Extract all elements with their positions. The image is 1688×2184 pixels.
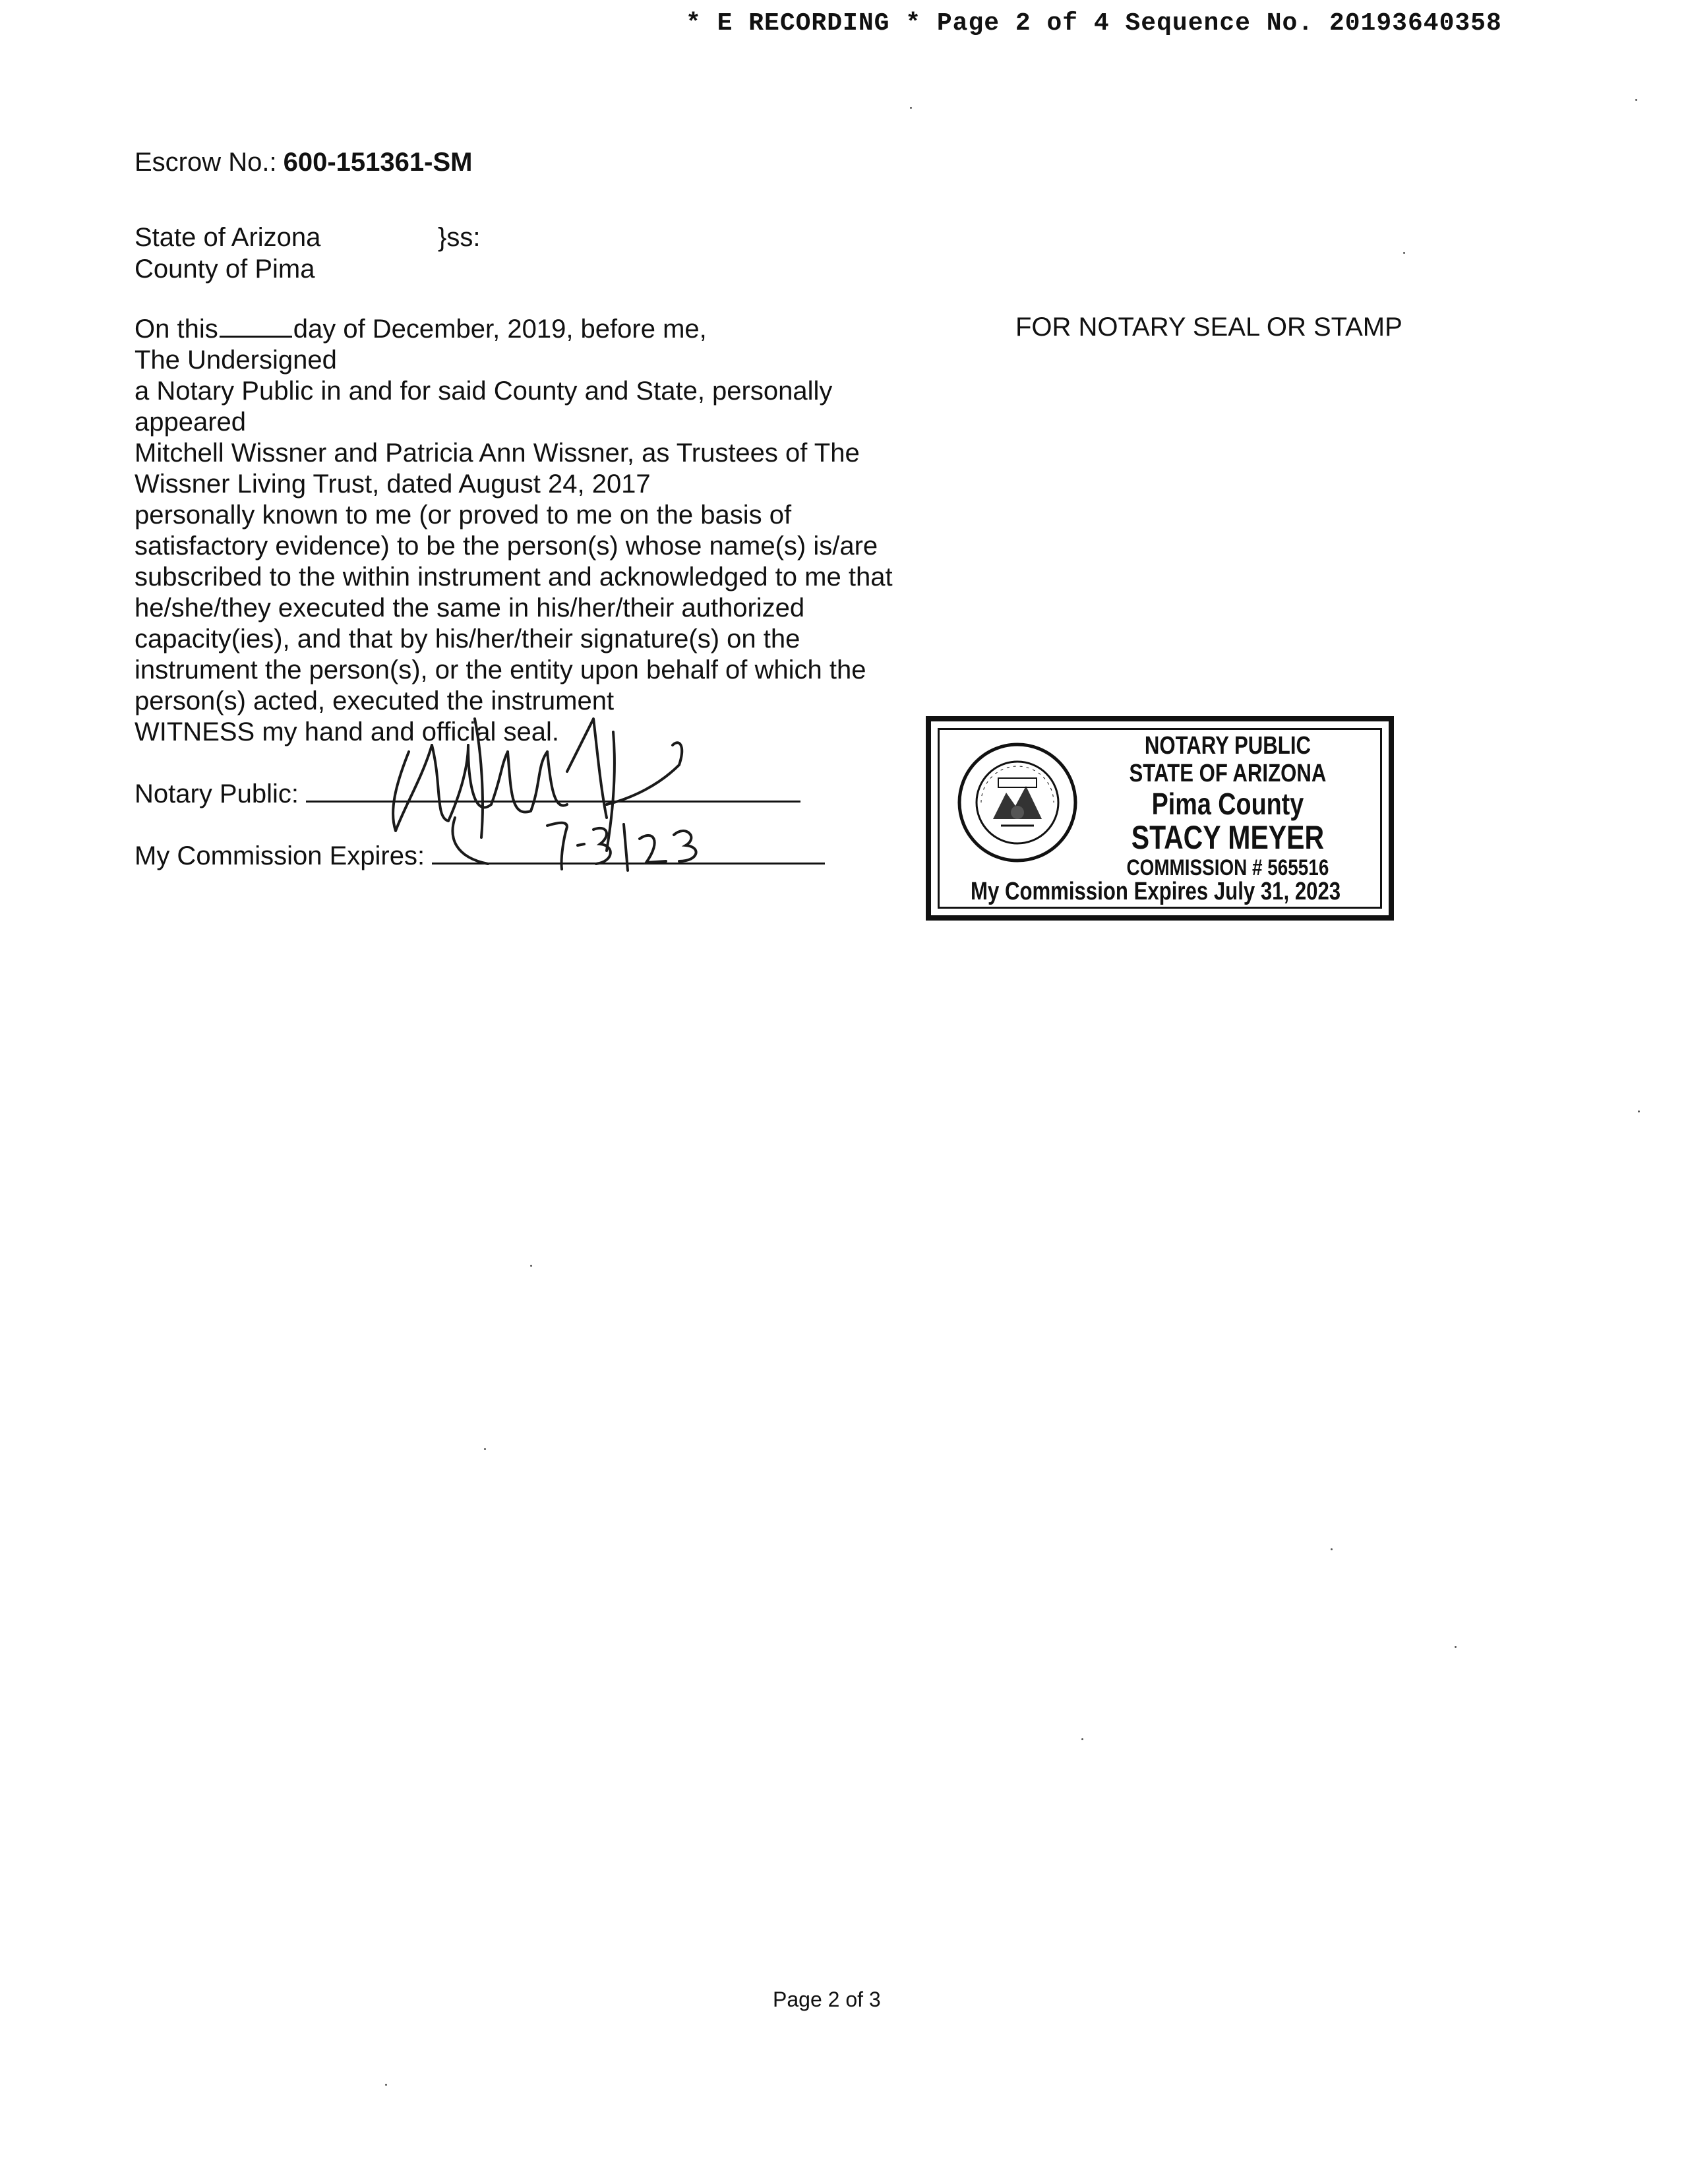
acknowledgment-text (135, 314, 932, 748)
stamp-county: Pima County (1151, 787, 1304, 821)
ack-line: person(s) acted, executed the instrument (135, 686, 615, 715)
scan-speck (1081, 1738, 1083, 1740)
stamp-commission-expiry: My Commission Expires July 31, 2023 (971, 878, 1341, 905)
day-prefix: On this (135, 315, 218, 344)
ack-line: capacity(ies), and that by his/her/their signature(s) on the (135, 624, 800, 653)
venue-block (135, 222, 481, 285)
ack-line: Wissner Living Trust, dated August 24, 2017 (135, 470, 651, 499)
scan-speck (385, 2084, 387, 2086)
stamp-title: NOTARY PUBLIC (1144, 732, 1311, 760)
escrow-value: 600-151361-SM (283, 148, 473, 177)
ack-line: a Notary Public in and for said County and State, personally (135, 377, 833, 406)
scan-speck (1331, 1548, 1333, 1550)
scan-speck (530, 1265, 532, 1267)
ack-line: appeared (135, 408, 247, 437)
escrow-number (135, 148, 472, 177)
ack-line: satisfactory evidence) to be the person(s) whose name(s) is/are (135, 531, 878, 561)
escrow-label: Escrow No.: (135, 148, 277, 177)
stamp-commission-number: COMMISSION # 565516 (1126, 855, 1329, 880)
scan-speck (484, 1448, 486, 1450)
arizona-state-seal-icon (955, 740, 1080, 865)
scan-speck (910, 107, 912, 109)
recording-header: * E RECORDING * Page 2 of 4 Sequence No. 20193640358 (686, 9, 1502, 38)
handwritten-signature-icon (369, 706, 765, 877)
ack-line: subscribed to the within instrument and acknowledged to me that (135, 562, 893, 592)
scan-speck (1638, 1110, 1640, 1112)
commission-expires-label: My Commission Expires: (135, 841, 425, 870)
notary-stamp-text (1089, 732, 1366, 881)
day-suffix: day of December, 2019, before me, (293, 315, 707, 344)
day-blank (220, 316, 292, 338)
stamp-state: STATE OF ARIZONA (1129, 760, 1327, 787)
scan-speck (1403, 252, 1405, 254)
day-line (135, 314, 932, 345)
venue-state: State of Arizona (135, 223, 321, 252)
ack-line: The Undersigned (135, 346, 337, 375)
stamp-notary-name: STACY MEYER (1131, 819, 1325, 856)
ack-line: he/she/they executed the same in his/her/their authorized (135, 593, 805, 622)
notary-public-label: Notary Public: (135, 779, 299, 808)
scan-speck (1635, 99, 1637, 101)
ack-line: instrument the person(s), or the entity upon behalf of which the (135, 655, 866, 684)
ack-line: Mitchell Wissner and Patricia Ann Wissner, as Trustees of The (135, 439, 860, 468)
seal-area-label: FOR NOTARY SEAL OR STAMP (1015, 313, 1402, 342)
page-footer: Page 2 of 3 (773, 1987, 881, 2011)
scan-speck (1455, 1646, 1457, 1648)
ack-line: personally known to me (or proved to me on the basis of (135, 501, 792, 530)
venue-ss: }ss: (438, 223, 481, 252)
venue-county: County of Pima (135, 255, 315, 284)
notary-stamp (926, 716, 1394, 921)
ack-line: WITNESS my hand and official seal. (135, 717, 559, 746)
